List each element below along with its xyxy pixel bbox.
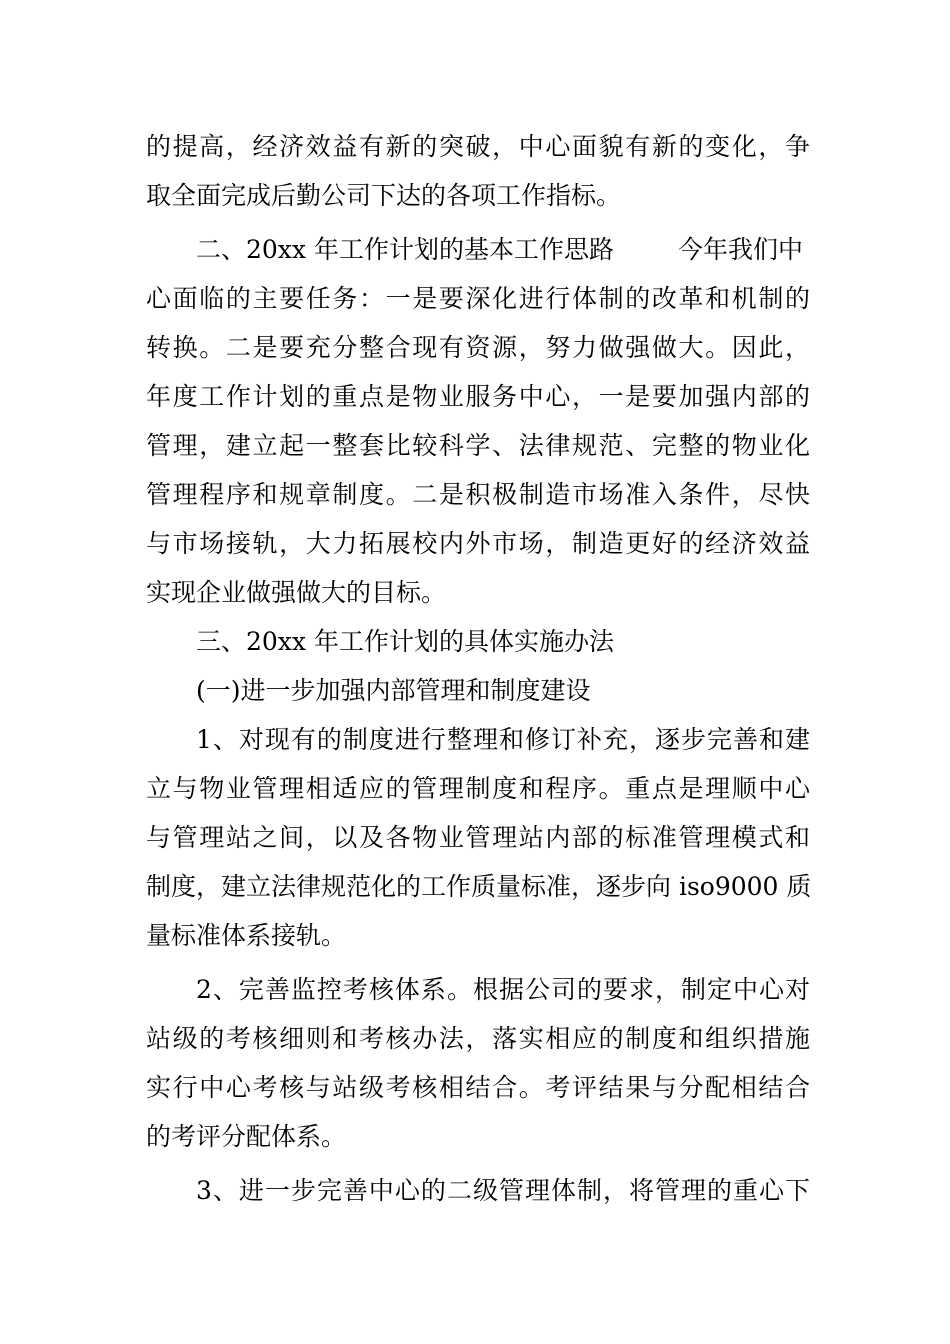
text-line: 1、对现有的制度进行整理和修订补充，逐步完善和建	[196, 725, 810, 754]
text-line: 管理，建立起一整套比较科学、法律规范、完整的物业化	[146, 431, 810, 460]
section-heading-line	[146, 225, 810, 274]
text-line: 2、完善监控考核体系。根据公司的要求，制定中心对	[196, 975, 810, 1004]
text-line: 年度工作计划的重点是物业服务中心，一是要加强内部的	[146, 382, 810, 411]
text-line: 实行中心考核与站级考核相结合。考评结果与分配相结合	[146, 1073, 810, 1102]
text-fragment: 今年我们中	[677, 235, 803, 264]
text-line: 与管理站之间，以及各物业管理站内部的标准管理模式和	[146, 823, 810, 852]
text-line: 制度，建立法律规范化的工作质量标准，逐步向 iso9000 质	[146, 872, 812, 901]
text-line: 取全面完成后勤公司下达的各项工作指标。	[146, 181, 622, 210]
section-heading: 二、20xx 年工作计划的基本工作思路	[196, 235, 614, 264]
text-line: 站级的考核细则和考核办法，落实相应的制度和组织措施	[146, 1024, 810, 1053]
document-body	[146, 122, 810, 1215]
text-line: 立与物业管理相适应的管理制度和程序。重点是理顺中心	[146, 774, 810, 803]
text-line: 的考评分配体系。	[146, 1122, 347, 1151]
text-line: 实现企业做强做大的目标。	[146, 578, 447, 607]
text-line: 转换。二是要充分整合现有资源，努力做强做大。因此，	[146, 333, 810, 362]
subsection-heading: (一)进一步加强内部管理和制度建设	[196, 676, 591, 705]
text-line: 管理程序和规章制度。二是积极制造市场准入条件，尽快	[146, 480, 810, 509]
text-line: 量标准体系接轨。	[146, 921, 347, 950]
text-line: 心面临的主要任务：一是要深化进行体制的改革和机制的	[146, 284, 810, 313]
text-line: 3、进一步完善中心的二级管理体制，将管理的重心下	[196, 1176, 810, 1205]
text-line: 与市场接轨，大力拓展校内外市场，制造更好的经济效益	[146, 529, 810, 558]
section-heading: 三、20xx 年工作计划的具体实施办法	[196, 627, 614, 656]
text-line: 的提高，经济效益有新的突破，中心面貌有新的变化，争	[146, 132, 810, 161]
